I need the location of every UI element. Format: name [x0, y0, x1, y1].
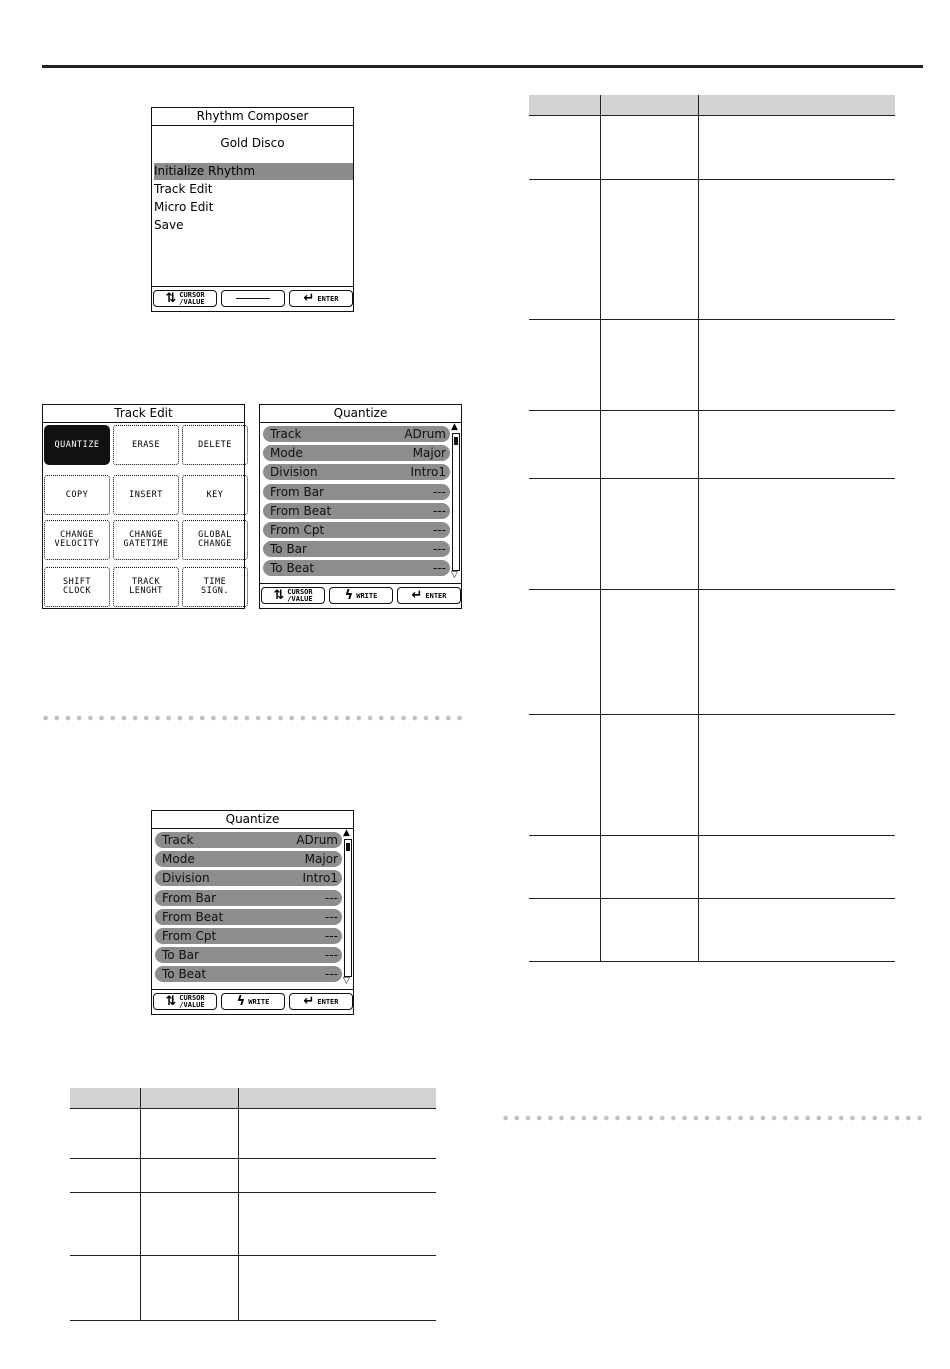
row-value: ---: [325, 929, 338, 943]
cursor-value-softkey[interactable]: [153, 290, 217, 307]
quantize-row[interactable]: [155, 966, 342, 982]
quantize-row[interactable]: [155, 832, 342, 848]
softkey-label: CURSOR /VALUE: [179, 290, 205, 306]
middle-softkey[interactable]: [221, 290, 285, 307]
menu-item-initialize-rhythm[interactable]: Initialize Rhythm: [154, 163, 353, 180]
track-edit-button[interactable]: TRACK LENGHT: [113, 567, 179, 607]
softkey-label: WRITE: [248, 997, 270, 1006]
enter-softkey[interactable]: [397, 587, 461, 604]
row-label: From Bar: [270, 484, 325, 499]
quantize-row[interactable]: [155, 890, 342, 906]
quantize-row[interactable]: [263, 541, 450, 557]
track-edit-button[interactable]: TIME SIGN.: [182, 567, 248, 607]
track-edit-button[interactable]: KEY: [182, 475, 248, 515]
row-label: Mode: [162, 852, 195, 867]
quantize-row[interactable]: [263, 522, 450, 538]
screen-title: Quantize: [260, 405, 461, 423]
row-label: To Beat: [270, 561, 315, 576]
track-edit-button[interactable]: COPY: [44, 475, 110, 515]
row-label: Division: [270, 465, 318, 480]
row-value: ---: [433, 503, 446, 518]
row-value: ---: [325, 909, 338, 924]
up-down-arrows-icon: ⇅: [165, 291, 177, 306]
row-label: From Cpt: [270, 523, 325, 537]
scroll-down-icon[interactable]: ▽: [343, 976, 350, 986]
softkey-label: CURSOR /VALUE: [287, 587, 313, 603]
scroll-up-icon[interactable]: ▲: [343, 828, 350, 838]
header-rule: [42, 65, 923, 68]
quantize-row[interactable]: [263, 445, 450, 461]
row-label: To Beat: [162, 967, 207, 982]
row-value: Major: [304, 852, 338, 867]
row-label: From Beat: [270, 503, 332, 518]
row-value: ---: [433, 542, 446, 557]
softkey-label: ENTER: [317, 294, 339, 303]
quantize-row[interactable]: [263, 484, 450, 500]
track-edit-button[interactable]: QUANTIZE: [44, 425, 110, 465]
table-header: [70, 1088, 436, 1108]
screen-title: Quantize: [152, 811, 353, 829]
quantize-row[interactable]: [155, 909, 342, 925]
softkey-bar: [152, 286, 353, 311]
enter-arrow-icon: ↵: [411, 588, 423, 603]
screen-title: Track Edit: [43, 405, 244, 423]
lightning-icon: ϟ: [236, 994, 246, 1009]
up-down-arrows-icon: ⇅: [165, 994, 177, 1009]
dash-icon: [236, 298, 270, 299]
row-value: ---: [325, 890, 338, 905]
track-edit-button[interactable]: SHIFT CLOCK: [44, 567, 110, 607]
write-softkey[interactable]: [329, 587, 393, 604]
scroll-down-icon[interactable]: ▽: [451, 570, 458, 580]
enter-softkey[interactable]: [289, 993, 353, 1010]
track-edit-button[interactable]: GLOBAL CHANGE: [182, 520, 248, 560]
quantize-row[interactable]: [263, 560, 450, 576]
softkey-label: ENTER: [425, 591, 447, 600]
softkey-label: ENTER: [317, 997, 339, 1006]
row-value: Intro1: [410, 465, 446, 480]
cursor-value-softkey[interactable]: [153, 993, 217, 1010]
quantize-row[interactable]: [155, 851, 342, 867]
row-value: Intro1: [302, 871, 338, 886]
row-label: Mode: [270, 446, 303, 461]
row-label: Track: [270, 427, 302, 441]
row-value: ---: [433, 523, 446, 537]
quantize-screen: [151, 810, 354, 1015]
row-label: To Bar: [162, 948, 199, 963]
track-edit-button[interactable]: CHANGE VELOCITY: [44, 520, 110, 560]
menu-item-save[interactable]: Save: [154, 218, 184, 232]
quantize-row[interactable]: [155, 947, 342, 963]
quantize-row[interactable]: [263, 503, 450, 519]
track-edit-button[interactable]: DELETE: [182, 425, 248, 465]
scrollbar[interactable]: [452, 433, 460, 571]
quantize-screen: [259, 404, 462, 609]
softkey-bar: [260, 583, 461, 608]
scrollbar[interactable]: [344, 839, 352, 977]
row-label: From Bar: [162, 890, 217, 905]
track-edit-button[interactable]: ERASE: [113, 425, 179, 465]
track-edit-screen: [42, 404, 245, 609]
track-edit-button[interactable]: CHANGE GATETIME: [113, 520, 179, 560]
enter-arrow-icon: ↵: [303, 994, 315, 1009]
enter-softkey[interactable]: [289, 290, 353, 307]
write-softkey[interactable]: [221, 993, 285, 1010]
quantize-row[interactable]: [155, 928, 342, 944]
row-label: From Beat: [162, 909, 224, 924]
lightning-icon: ϟ: [344, 588, 354, 603]
screen-title: Rhythm Composer: [152, 108, 353, 126]
softkey-bar: [152, 989, 353, 1014]
row-label: Division: [162, 871, 210, 886]
menu-item-track-edit[interactable]: Track Edit: [154, 182, 213, 196]
softkey-label: WRITE: [356, 591, 378, 600]
row-value: ---: [325, 948, 338, 963]
row-value: ---: [433, 484, 446, 499]
row-label: Track: [162, 833, 194, 847]
scroll-up-icon[interactable]: ▲: [451, 422, 458, 432]
enter-arrow-icon: ↵: [303, 291, 315, 306]
row-value: ---: [433, 561, 446, 576]
rhythm-composer-screen: [151, 107, 354, 312]
cursor-value-softkey[interactable]: [261, 587, 325, 604]
dotted-separator: [40, 715, 466, 721]
row-value: ---: [325, 967, 338, 982]
row-label: From Cpt: [162, 929, 217, 943]
parameter-table: [70, 1088, 436, 1321]
track-edit-button[interactable]: INSERT: [113, 475, 179, 515]
menu-item-micro-edit[interactable]: Micro Edit: [154, 200, 214, 214]
row-value: Major: [412, 446, 446, 461]
quantize-row[interactable]: [155, 870, 342, 886]
row-value: ADrum: [296, 833, 338, 847]
softkey-label: CURSOR /VALUE: [179, 993, 205, 1009]
quantize-row[interactable]: [263, 464, 450, 480]
row-value: ADrum: [404, 427, 446, 441]
quantize-row[interactable]: [263, 426, 450, 442]
table-header: [529, 95, 895, 115]
up-down-arrows-icon: ⇅: [273, 588, 285, 603]
row-label: To Bar: [270, 542, 307, 557]
dotted-separator: [500, 1115, 926, 1121]
parameter-table: [529, 95, 895, 962]
style-name: Gold Disco: [220, 136, 285, 150]
